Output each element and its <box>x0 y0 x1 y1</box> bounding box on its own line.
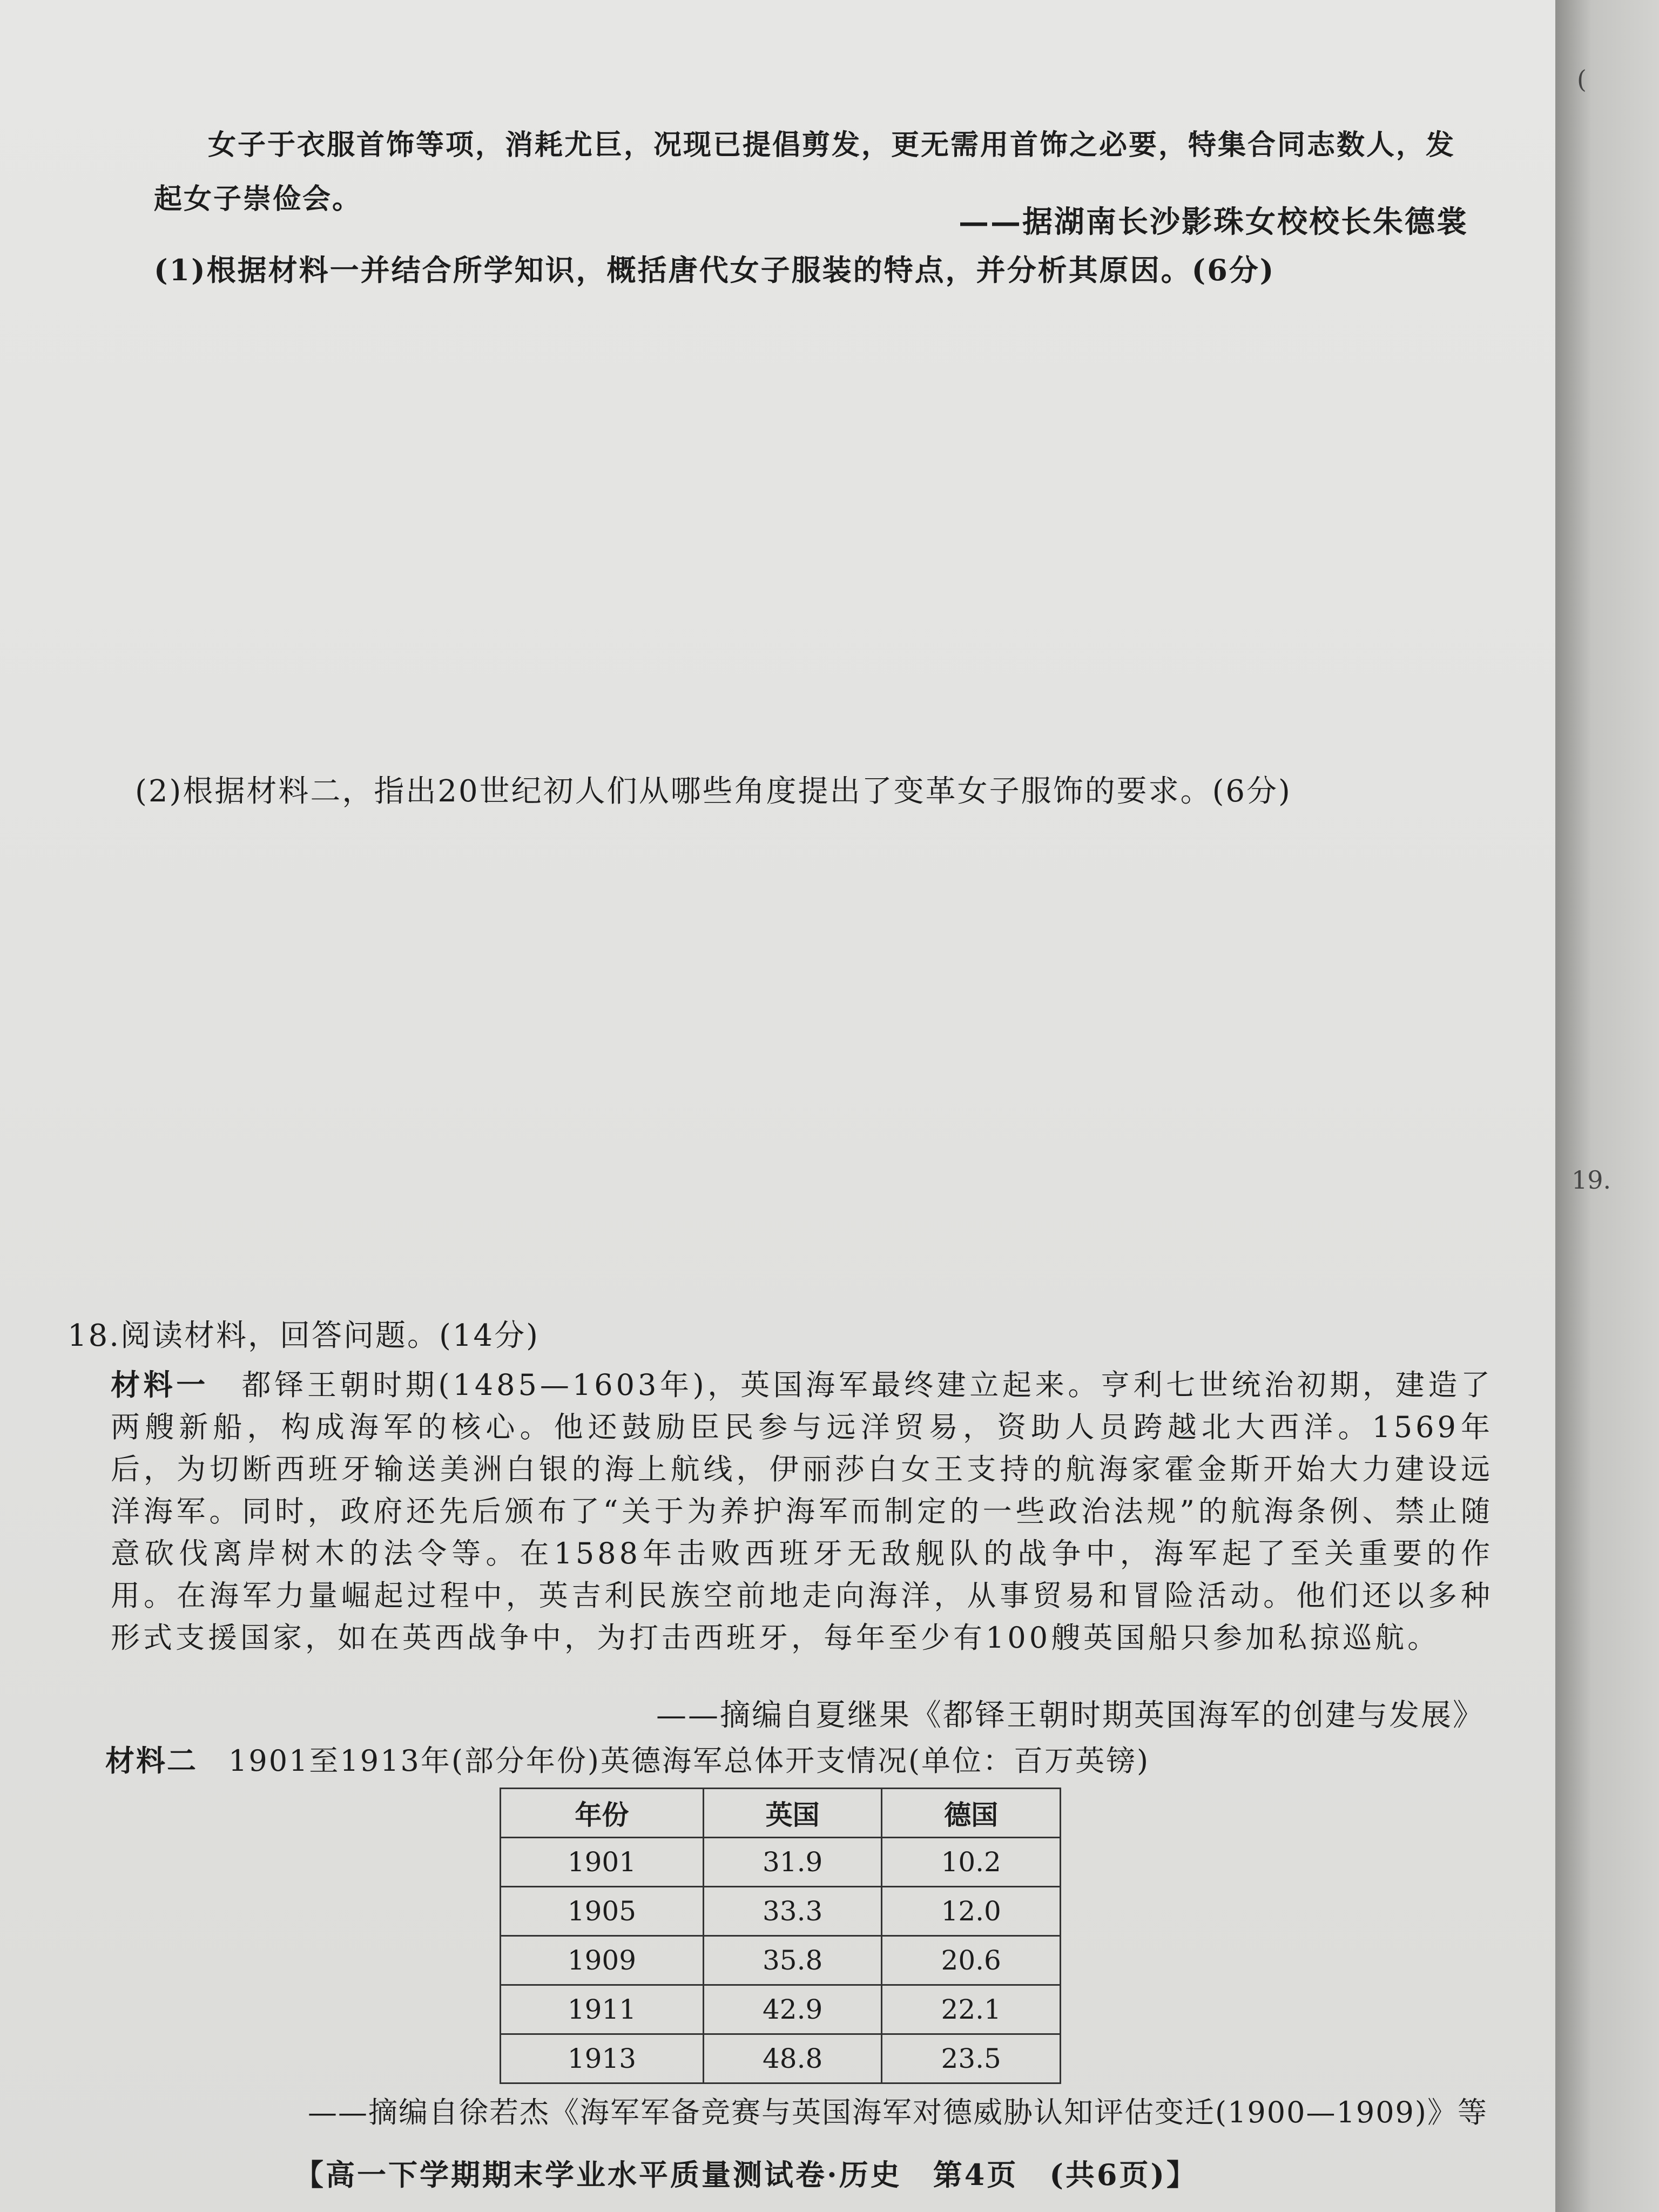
next-page-edge <box>1555 0 1659 2212</box>
year-cell: 1911 <box>501 1985 704 2034</box>
britain-cell: 48.8 <box>703 2034 882 2083</box>
question-18-heading: 18.阅读材料，回答问题。(14分) <box>68 1318 540 1353</box>
edge-top-mark: ( <box>1577 65 1587 94</box>
year-cell: 1909 <box>501 1936 704 1985</box>
material-1-text: 都铎王朝时期(1485—1603年)，英国海军最终建立起来。亨利七世统治初期，建造了两艘新船，构成海军的核心。他还鼓励臣民参与远洋贸易，资助人员跨越北大西洋。1569年后，为切断西班牙输送美洲白银的海上航线，伊丽莎白女王支持的航海家霍金斯开始大力建设远洋海军。同时，政府还先后颁布了“关于为养护海军而制定的一些政治法规”的航海条例、禁止随意砍伐离岸树木的法令等。在1588年击败西班牙无敌舰队的战争中，海军起了至关重要的作用。在海军力量崛起过程中，英吉利民族空前地走向海洋，从事贸易和冒险活动。他们还以多种形式支援国家，如在英西战争中，为打击西班牙，每年至少有100艘英国船只参加私掠巡航。 <box>111 1368 1494 1655</box>
table-row <box>501 2034 1061 2083</box>
edge-question-19-mark: 19. <box>1572 1165 1611 1195</box>
header-year: 年份 <box>501 1789 704 1838</box>
header-britain: 英国 <box>703 1789 882 1838</box>
table-row <box>501 1887 1061 1936</box>
material-1-source: ——摘编自夏继果《都铎王朝时期英国海军的创建与发展》 <box>656 1698 1485 1733</box>
material-quote-line1: 女子于衣服首饰等项，消耗尤巨，况现已提倡剪发，更无需用首饰之必要，特集合同志数人，发 <box>208 129 1456 161</box>
material-1-paragraph <box>111 1364 1493 1659</box>
britain-cell: 31.9 <box>703 1838 882 1887</box>
britain-cell: 35.8 <box>703 1936 882 1985</box>
table-header-row <box>501 1789 1061 1838</box>
header-germany: 德国 <box>882 1789 1061 1838</box>
material-1-label: 材料一 <box>111 1367 209 1402</box>
germany-cell: 12.0 <box>882 1887 1061 1936</box>
material-2-caption <box>105 1743 1150 1779</box>
germany-cell: 10.2 <box>882 1838 1061 1887</box>
germany-cell: 22.1 <box>882 1985 1061 2034</box>
material-quote-line2: 起女子崇俭会。 <box>154 183 362 215</box>
naval-spending-table <box>500 1788 1061 2084</box>
table-row <box>501 1936 1061 1985</box>
material-2-label: 材料二 <box>105 1743 198 1778</box>
question-17-part2: (2)根据材料二，指出20世纪初人们从哪些角度提出了变革女子服饰的要求。(6分) <box>135 774 1292 809</box>
year-cell: 1913 <box>501 2034 704 2083</box>
material-2-source: ——摘编自徐若杰《海军军备竞赛与英国海军对德威胁认知评估变迁(1900—1909)》等 <box>308 2095 1488 2129</box>
table-row <box>501 1838 1061 1887</box>
table-row <box>501 1985 1061 2034</box>
page-footer: 【高一下学期期末学业水平质量测试卷·历史 第4页 (共6页)】 <box>294 2157 1198 2192</box>
material-source: ——据湖南长沙影珠女校校长朱德裳 <box>959 204 1468 240</box>
britain-cell: 42.9 <box>703 1985 882 2034</box>
britain-cell: 33.3 <box>703 1887 882 1936</box>
year-cell: 1901 <box>501 1838 704 1887</box>
germany-cell: 20.6 <box>882 1936 1061 1985</box>
germany-cell: 23.5 <box>882 2034 1061 2083</box>
question-17-part1: (1)根据材料一并结合所学知识，概括唐代女子服装的特点，并分析其原因。(6分) <box>154 253 1276 287</box>
material-2-intro: 1901至1913年(部分年份)英德海军总体开支情况(单位：百万英镑) <box>228 1744 1150 1778</box>
year-cell: 1905 <box>501 1887 704 1936</box>
